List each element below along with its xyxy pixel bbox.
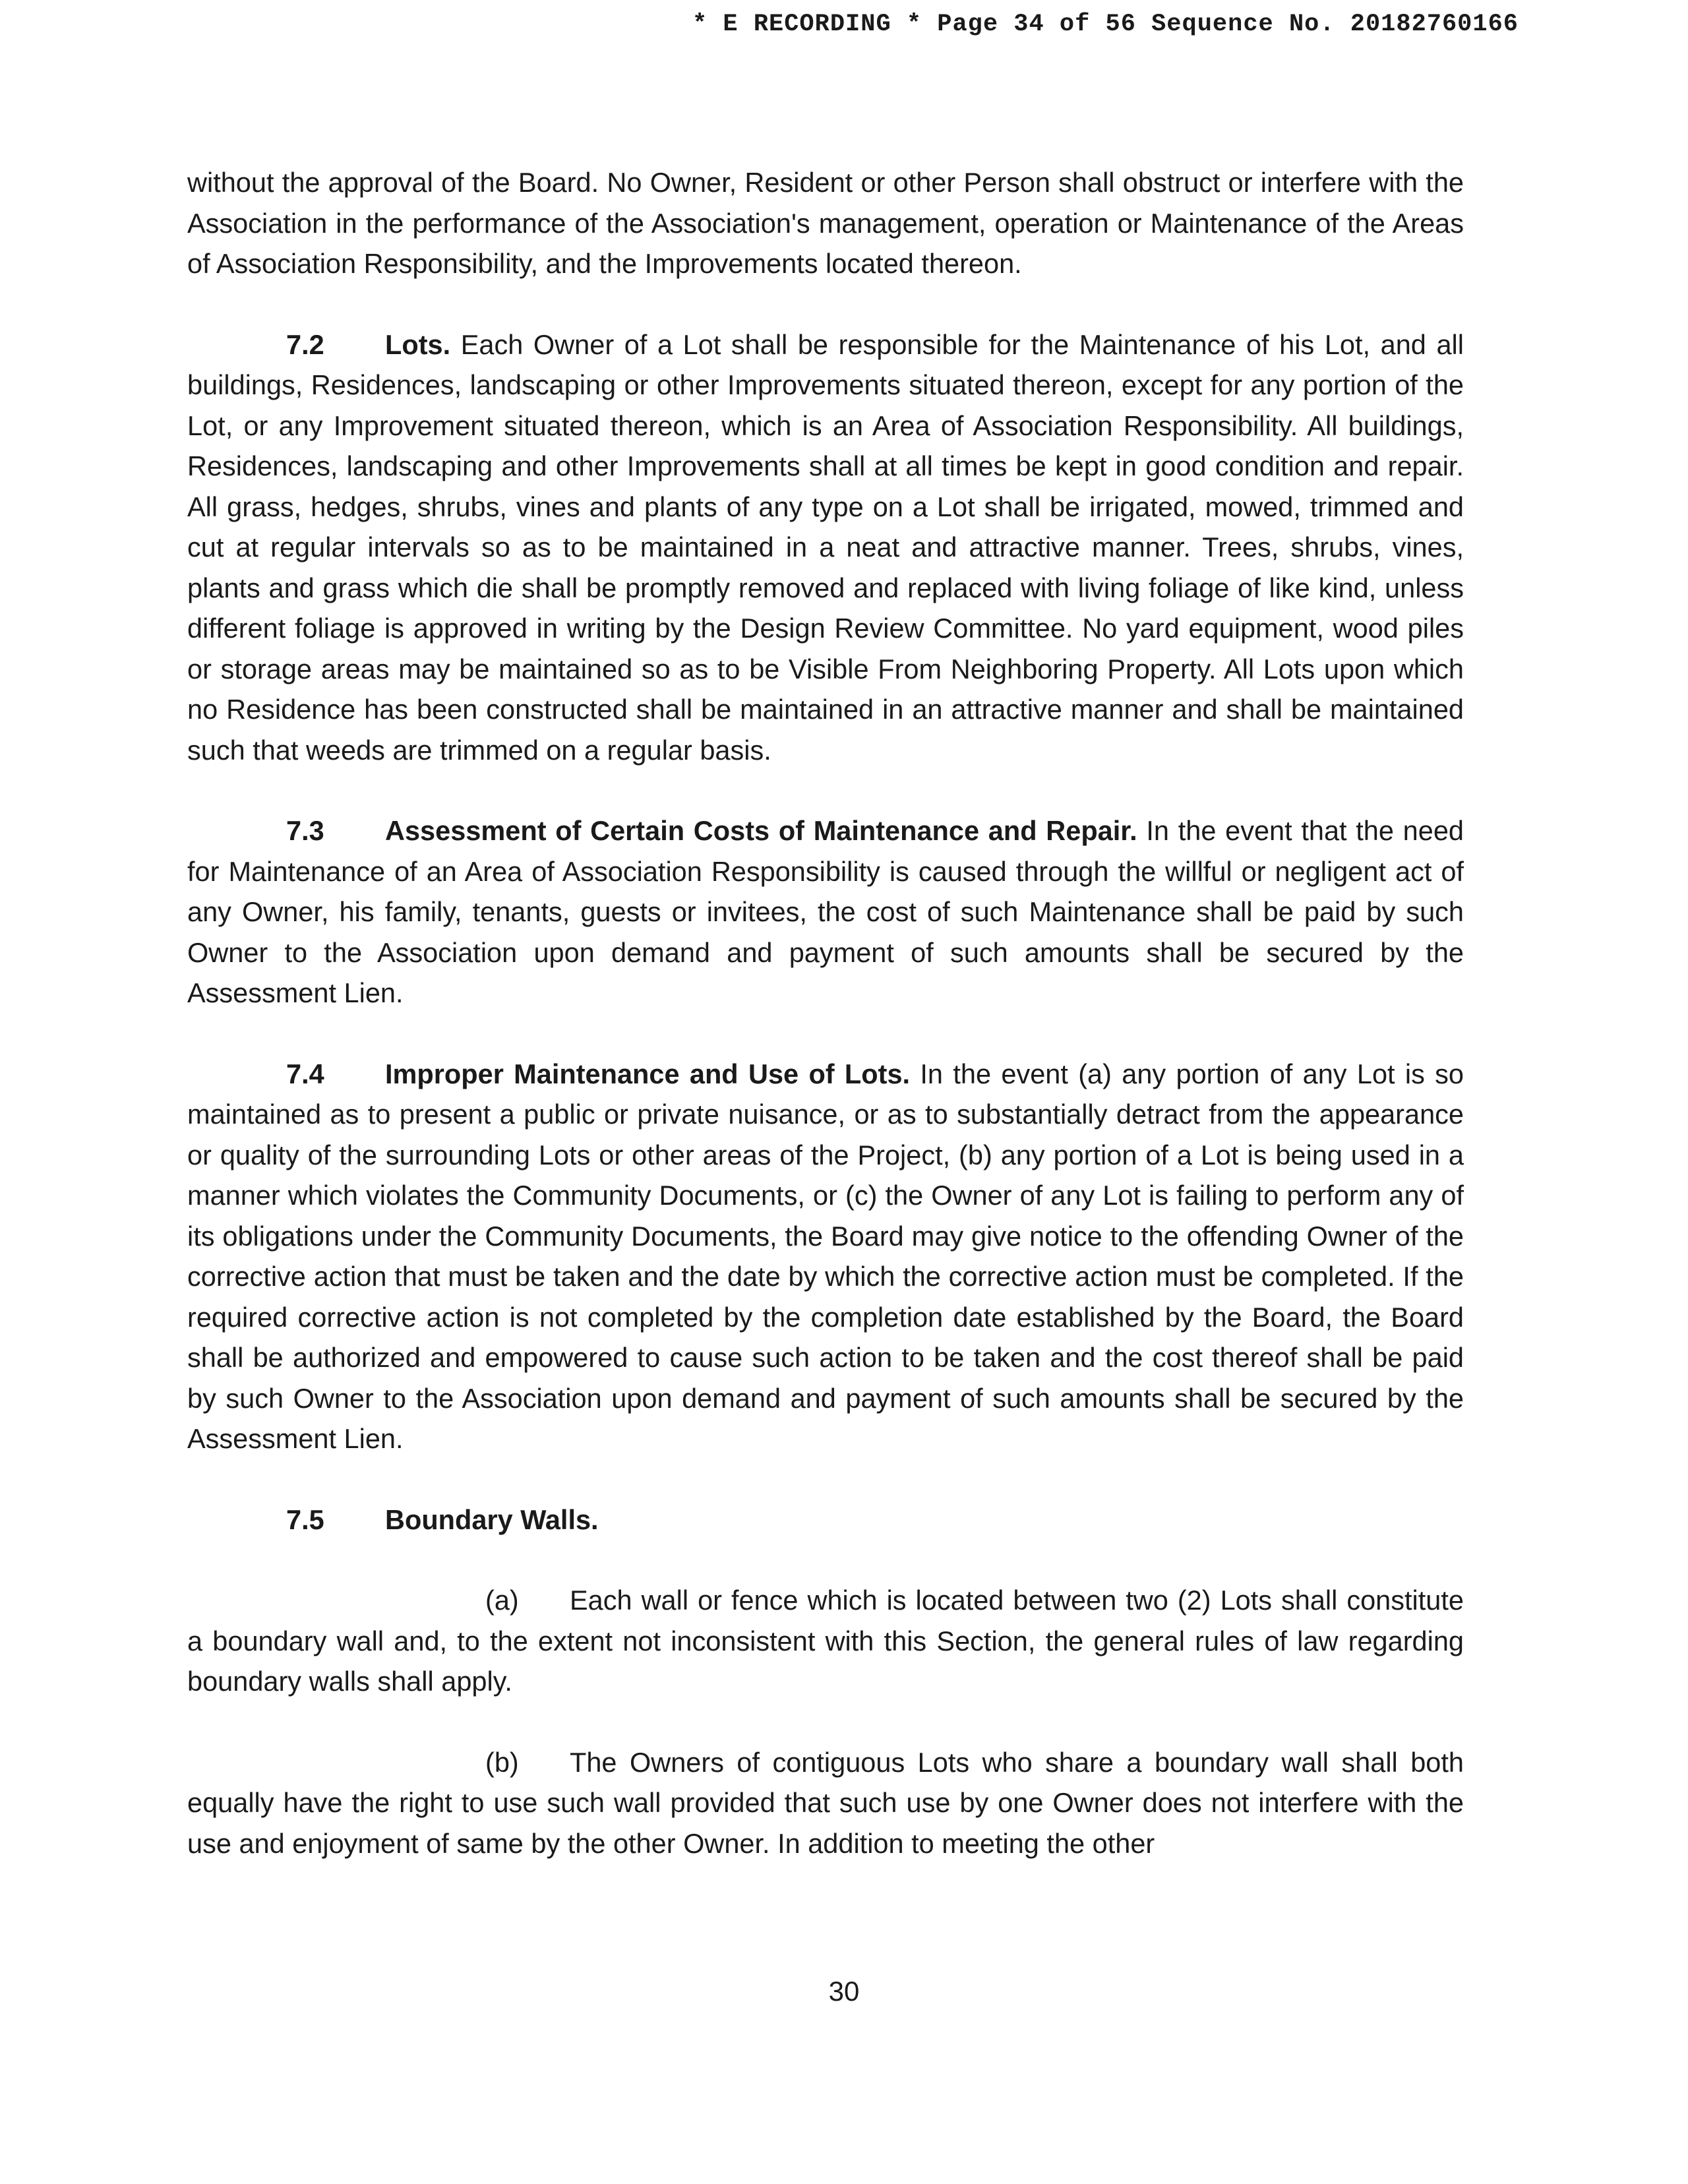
section-number: 7.5 <box>286 1503 324 1535</box>
section-7-5 <box>187 1500 1464 1540</box>
section-title: Lots. <box>385 328 451 360</box>
section-text: In the event that the need for Maintenance of an Area of Association Responsibility is caused through the willful or negligent act of any Owner, his family, tenants, guests or invitees, the cost of such Maintenance shall be paid by such Owner to the Association upon demand and payment of such amounts shall be secured by the Assessment Lien. <box>187 815 1464 1008</box>
page-number: 30 <box>828 1976 860 2007</box>
recording-header: * E RECORDING * Page 34 of 56 Sequence No. 20182760166 <box>692 11 1519 38</box>
section-7-2 <box>187 324 1464 771</box>
section-number: 7.4 <box>286 1058 324 1089</box>
subsection-text: Each wall or fence which is located between two (2) Lots shall constitute a boundary wall and, to the extent not inconsistent with this Section, the general rules of law regarding boundary walls shall apply. <box>187 1585 1464 1697</box>
section-title: Assessment of Certain Costs of Maintenance and Repair. <box>385 815 1137 846</box>
subsection-label: (b) <box>485 1746 519 1778</box>
subsection-b <box>187 1742 1464 1864</box>
subsection-a <box>187 1580 1464 1702</box>
section-title: Improper Maintenance and Use of Lots. <box>385 1058 911 1089</box>
section-number: 7.3 <box>286 815 324 846</box>
subsection-label: (a) <box>485 1585 519 1616</box>
document-body <box>187 162 1464 1864</box>
subsection-text: The Owners of contiguous Lots who share a boundary wall shall both equally have the right to use such wall provided that such use by one Owner does not interfere with the use and enjoyment of same by the other Owner. In addition to meeting the other <box>187 1746 1464 1859</box>
section-text: In the event (a) any portion of any Lot is so maintained as to present a public or private nuisance, or as to substantially detract from the appearance or quality of the surrounding Lots or other areas of the Project, (b) any portion of a Lot is being used in a manner which violates the Community Documents, or (c) the Owner of any Lot is failing to perform any of its obligations under the Community Documents, the Board may give notice to the offending Owner of the corrective action that must be taken and the date by which the corrective action must be completed. If the required corrective action is not completed by the completion date established by the Board, the Board shall be authorized and empowered to cause such action to be taken and the cost thereof shall be paid by such Owner to the Association upon demand and payment of such amounts shall be secured by the Assessment Lien. <box>187 1058 1464 1454</box>
section-7-4 <box>187 1054 1464 1459</box>
section-7-3 <box>187 810 1464 1014</box>
section-number: 7.2 <box>286 328 324 360</box>
continuation-paragraph: without the approval of the Board. No Owner, Resident or other Person shall obstruct or interfere with the Association in the performance of the Association's management, operation or Maintenance of the Areas of Association Responsibility, and the Improvements located thereon. <box>187 167 1464 279</box>
section-title: Boundary Walls. <box>385 1503 599 1535</box>
section-text: Each Owner of a Lot shall be responsible for the Maintenance of his Lot, and all buildings, Residences, landscaping or other Improvements situated thereon, except for any portion of the Lot, or any Improvement situated thereon, which is an Area of Association Responsibility. All buildings, Residences, landscaping and other Improvements shall at all times be kept in good condition and repair. All grass, hedges, shrubs, vines and plants of any type on a Lot shall be irrigated, mowed, trimmed and cut at regular intervals so as to be maintained in a neat and attractive manner. Trees, shrubs, vines, plants and grass which die shall be promptly removed and replaced with living foliage of like kind, unless different foliage is approved in writing by the Design Review Committee. No yard equipment, wood piles or storage areas may be maintained so as to be Visible From Neighboring Property. All Lots upon which no Residence has been constructed shall be maintained in an attractive manner and shall be maintained such that weeds are trimmed on a regular basis. <box>187 328 1464 766</box>
